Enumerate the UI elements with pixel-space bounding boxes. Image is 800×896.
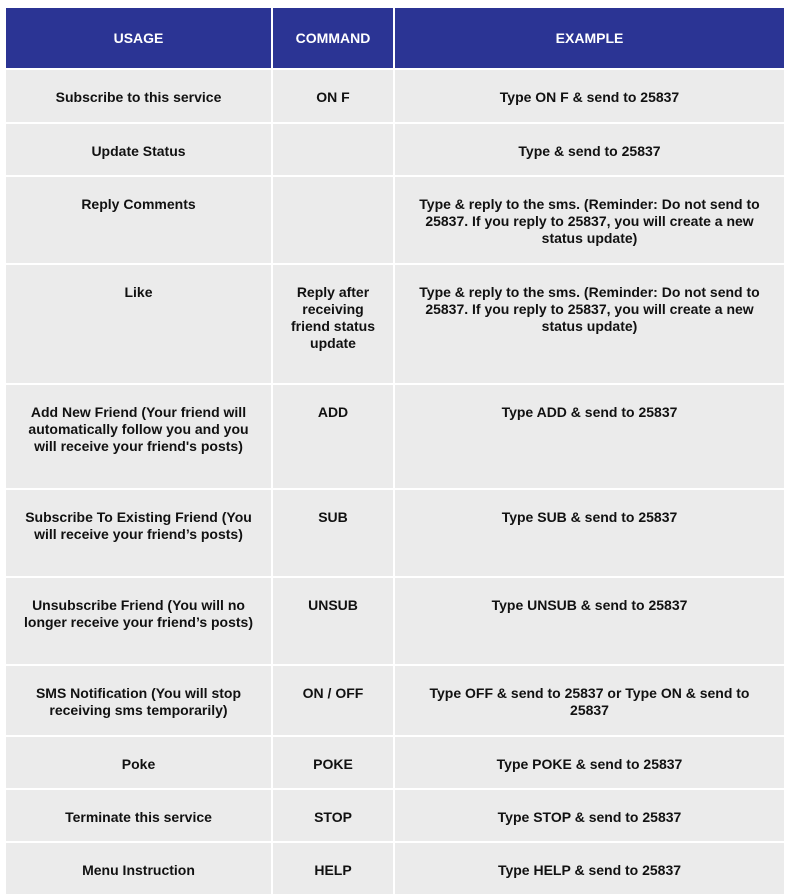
example-cell: Type OFF & send to 25837 or Type ON & send to 25837 <box>394 665 784 736</box>
command-cell: Reply after receiving friend status update <box>272 264 394 384</box>
usage-cell: Reply Comments <box>6 176 272 264</box>
example-cell: Type SUB & send to 25837 <box>394 489 784 577</box>
example-cell: Type HELP & send to 25837 <box>394 842 784 895</box>
example-cell: Type & reply to the sms. (Reminder: Do not send to 25837. If you reply to 25837, you will create a new status update) <box>394 264 784 384</box>
command-cell <box>272 123 394 176</box>
usage-cell: Menu Instruction <box>6 842 272 895</box>
command-cell: ON / OFF <box>272 665 394 736</box>
example-cell: Type UNSUB & send to 25837 <box>394 577 784 665</box>
usage-cell: Update Status <box>6 123 272 176</box>
table-row <box>6 264 784 384</box>
table-row <box>6 665 784 736</box>
example-cell: Type & send to 25837 <box>394 123 784 176</box>
header-row <box>6 8 784 69</box>
sms-command-table-container <box>6 8 784 896</box>
table-row <box>6 842 784 895</box>
example-cell: Type & reply to the sms. (Reminder: Do not send to 25837. If you reply to 25837, you will create a new status update) <box>394 176 784 264</box>
header-usage: USAGE <box>6 8 272 69</box>
command-cell: POKE <box>272 736 394 789</box>
header-example: EXAMPLE <box>394 8 784 69</box>
table-row <box>6 736 784 789</box>
usage-cell: Like <box>6 264 272 384</box>
example-cell: Type ADD & send to 25837 <box>394 384 784 489</box>
table-row <box>6 176 784 264</box>
command-cell: ADD <box>272 384 394 489</box>
table-row <box>6 489 784 577</box>
table-row <box>6 123 784 176</box>
header-command: COMMAND <box>272 8 394 69</box>
usage-cell: Poke <box>6 736 272 789</box>
command-cell: SUB <box>272 489 394 577</box>
command-cell <box>272 176 394 264</box>
table-header <box>6 8 784 69</box>
usage-cell: Terminate this service <box>6 789 272 842</box>
usage-cell: SMS Notification (You will stop receiving sms temporarily) <box>6 665 272 736</box>
usage-cell: Add New Friend (Your friend will automatically follow you and you will receive your friend's posts) <box>6 384 272 489</box>
usage-cell: Unsubscribe Friend (You will no longer receive your friend’s posts) <box>6 577 272 665</box>
example-cell: Type ON F & send to 25837 <box>394 69 784 123</box>
usage-cell: Subscribe To Existing Friend (You will receive your friend’s posts) <box>6 489 272 577</box>
table-body <box>6 69 784 895</box>
table-row <box>6 384 784 489</box>
table-row <box>6 577 784 665</box>
usage-cell: Subscribe to this service <box>6 69 272 123</box>
command-cell: HELP <box>272 842 394 895</box>
example-cell: Type POKE & send to 25837 <box>394 736 784 789</box>
sms-command-table <box>6 8 784 896</box>
table-row <box>6 69 784 123</box>
example-cell: Type STOP & send to 25837 <box>394 789 784 842</box>
command-cell: ON F <box>272 69 394 123</box>
command-cell: UNSUB <box>272 577 394 665</box>
command-cell: STOP <box>272 789 394 842</box>
table-row <box>6 789 784 842</box>
